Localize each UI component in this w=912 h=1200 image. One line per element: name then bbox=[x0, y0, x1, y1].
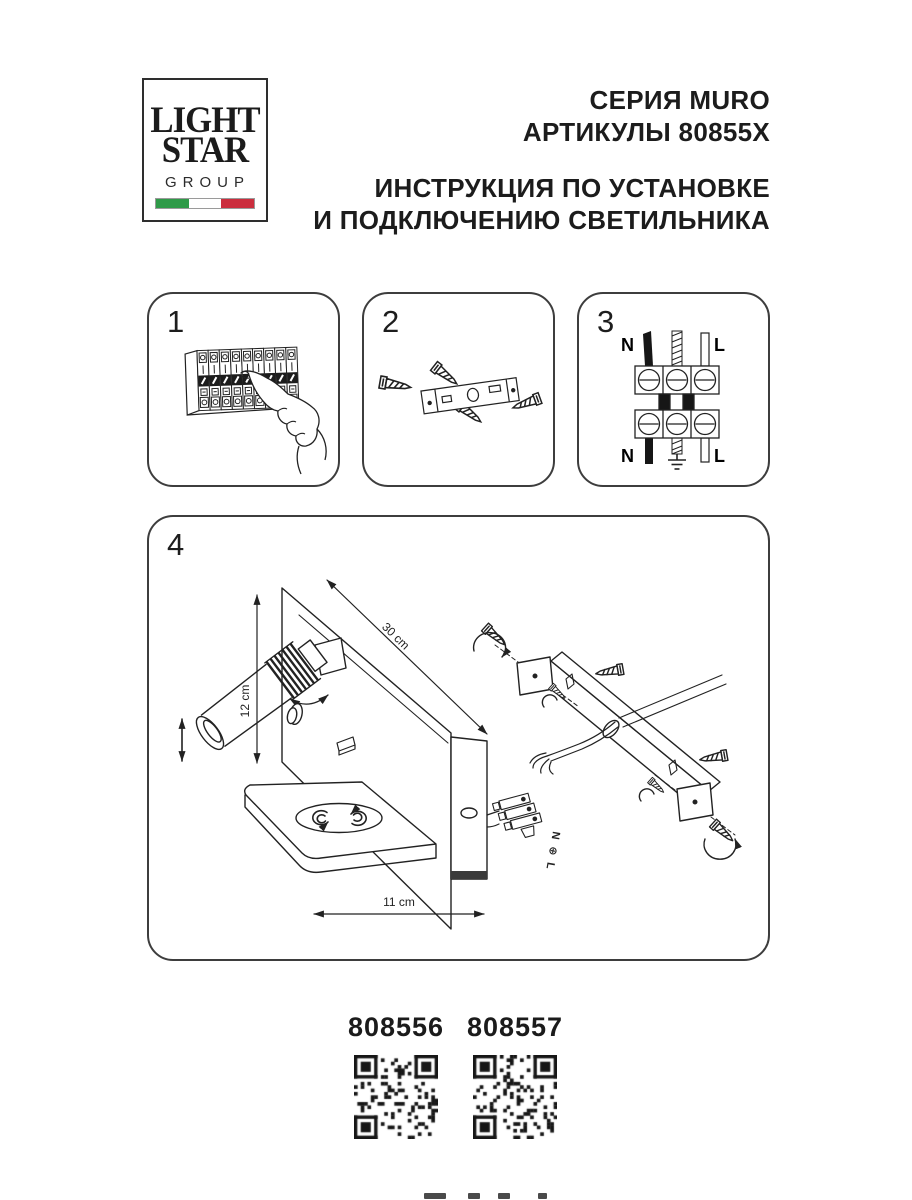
luminaire-mounting-illustration bbox=[149, 517, 768, 959]
series-title: СЕРИЯ MURO bbox=[589, 85, 770, 115]
flag-white bbox=[189, 199, 222, 208]
articles-line: АРТИКУЛЫ 80855X bbox=[522, 117, 770, 147]
instruction-title-line1: ИНСТРУКЦИЯ ПО УСТАНОВКЕ bbox=[374, 173, 770, 203]
flag-red bbox=[221, 199, 254, 208]
article-number: 808557 bbox=[466, 1012, 564, 1042]
italian-flag-icon bbox=[155, 198, 255, 209]
flag-green bbox=[156, 199, 189, 208]
dimension-12cm-label: 12 cm bbox=[238, 684, 252, 718]
step-3-number: 3 bbox=[597, 304, 615, 339]
label-l-bottom: L bbox=[714, 446, 725, 466]
bracket-screws-illustration bbox=[364, 294, 553, 485]
qr-item-808556 bbox=[335, 1012, 457, 1139]
screw-icon bbox=[431, 362, 461, 389]
step-3-box bbox=[577, 292, 770, 487]
article-number: 808556 bbox=[347, 1012, 445, 1042]
dimension-11cm bbox=[314, 895, 484, 914]
instruction-title-line2: И ПОДКЛЮЧЕНИЮ СВЕТИЛЬНИКА bbox=[313, 205, 770, 235]
step-1-box bbox=[147, 292, 340, 487]
terminal-connector bbox=[492, 792, 544, 844]
screw-icon bbox=[710, 819, 737, 844]
terminal-block bbox=[635, 366, 719, 438]
screw-icon bbox=[699, 750, 728, 765]
label-n-top: N bbox=[621, 335, 634, 355]
side-channel bbox=[451, 737, 487, 879]
step-1-number: 1 bbox=[167, 304, 185, 339]
line-wire bbox=[701, 333, 709, 462]
breaker-panel-illustration bbox=[149, 294, 338, 485]
lightstar-logo bbox=[142, 78, 268, 222]
neutral-wire bbox=[643, 331, 653, 464]
step-4-number: 4 bbox=[167, 527, 185, 562]
earth-symbol-icon bbox=[668, 454, 686, 469]
document-header bbox=[313, 84, 770, 236]
label-n-bottom: N bbox=[621, 446, 634, 466]
qr-code bbox=[354, 1055, 438, 1139]
cut-off-text bbox=[424, 1193, 547, 1200]
luminaire-back-panel bbox=[282, 588, 451, 929]
screw-rotate-arrow bbox=[704, 839, 736, 859]
supply-cable bbox=[530, 722, 618, 774]
logo-word-star: STAR bbox=[161, 130, 249, 172]
dimension-11cm-label: 11 cm bbox=[383, 895, 415, 909]
label-l-top: L bbox=[714, 335, 725, 355]
dimension-30cm-label: 30 cm bbox=[379, 619, 413, 653]
screw-icon bbox=[379, 376, 412, 393]
step-2-number: 2 bbox=[382, 304, 400, 339]
qr-item-808557 bbox=[454, 1012, 576, 1139]
step-4-box bbox=[147, 515, 770, 961]
connector-wires bbox=[487, 811, 499, 827]
qr-code bbox=[473, 1055, 557, 1139]
logo-word-light: LIGHT bbox=[150, 100, 260, 141]
logo-word-group: GROUP bbox=[164, 173, 250, 191]
wall-anchor-icon bbox=[639, 789, 654, 801]
step-2-box bbox=[362, 292, 555, 487]
terminal-nel-label: N ⊕ L bbox=[543, 830, 562, 872]
wall-anchor-icon bbox=[542, 695, 557, 707]
screw-icon bbox=[595, 664, 624, 679]
wiring-diagram-illustration bbox=[579, 294, 768, 485]
